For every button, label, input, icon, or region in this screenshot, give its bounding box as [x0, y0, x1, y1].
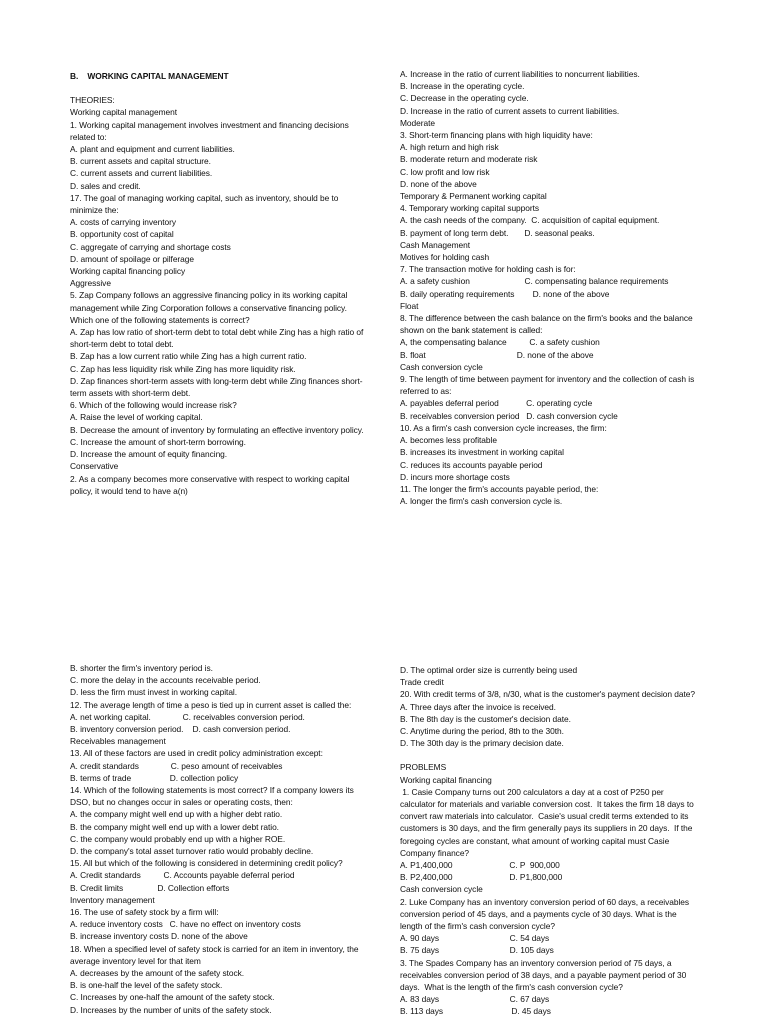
text-line: Working capital financing [400, 774, 492, 785]
text-line: Trade credit [400, 677, 444, 688]
text-line: B. Credit limits D. Collection efforts [70, 882, 230, 893]
text-line: D. less the firm must invest in working capital. [70, 687, 238, 698]
text-line: B. Decrease the amount of inventory by formulating an effective inventory policy. [70, 424, 364, 435]
text-line: A. 83 days C. 67 days [400, 994, 550, 1005]
text-line: D. amount of spoilage or pilferage [70, 253, 194, 264]
text-line: 7. The transaction motive for holding cash is for: [400, 264, 576, 275]
top-right-column [400, 68, 698, 507]
text-line: B. increases its investment in working capital [400, 447, 564, 458]
text-line: B. opportunity cost of capital [70, 229, 174, 240]
text-line: 3. Short-term financing plans with high liquidity have: [400, 130, 593, 141]
text-line: 2. Luke Company has an inventory conversion period of 60 days, a receivables conversion period of 45 days, and a payments cycle of 30 days. What is the length of the firm's cash conversion cycle? [400, 896, 692, 932]
text-line: C. low profit and low risk [400, 166, 490, 177]
text-line: 11. The longer the firm's accounts payable period, the: [400, 483, 599, 494]
text-line: B. P2,400,000 D. P1,800,000 [400, 872, 563, 883]
text-line: C. the company would probably end up with a higher ROE. [70, 833, 286, 844]
text-line: 14. Which of the following statements is most correct? If a company lowers its DSO, but no changes occur in sales or operating costs, then: [70, 785, 357, 808]
text-line: B. payment of long term debt. D. seasonal peaks. [400, 227, 595, 238]
text-line: Cash conversion cycle [400, 884, 483, 895]
text-line: B. shorter the firm's inventory period is. [70, 663, 213, 673]
text-line: Aggressive [70, 278, 111, 289]
text-line: A. Credit standards C. Accounts payable deferral period [70, 870, 295, 881]
text-line: C. Decrease in the operating cycle. [400, 93, 529, 104]
text-line: 10. As a firm's cash conversion cycle increases, the firm: [400, 422, 607, 433]
text-line: B. increase inventory costs D. none of the above [70, 931, 248, 942]
text-line: C. Anytime during the period, 8th to the 30th. [400, 726, 564, 737]
text-line: A. costs of carrying inventory [70, 217, 177, 228]
text-line: D. the company's total asset turnover ratio would probably decline. [70, 846, 314, 857]
text-line: B. Zap has a low current ratio while Zing has a high current ratio. [70, 351, 307, 362]
text-line: B. the company might well end up with a lower debt ratio. [70, 821, 279, 832]
text-line: C. Increase the amount of short-term borrowing. [70, 436, 246, 447]
text-line: B. moderate return and moderate risk [400, 154, 538, 165]
text-line: B. current assets and capital structure. [70, 156, 211, 167]
text-line: 4. Temporary working capital supports [400, 203, 540, 214]
text-line: B. daily operating requirements D. none of the above [400, 288, 610, 299]
text-line: A. credit standards C. peso amount of receivables [70, 760, 283, 771]
text-line: A, the compensating balance C. a safety cushion [400, 337, 600, 348]
text-line: 16. The use of safety stock by a firm will: [70, 907, 219, 918]
text-line: 5. Zap Company follows an aggressive financing policy in its working capital management while Zing Corporation follows a conservative financing policy. Which one of the following statements is correct? [70, 290, 350, 325]
text-line: B. 113 days D. 45 days [400, 1006, 551, 1017]
text-line: C. Increases by one-half the amount of the safety stock. [70, 992, 275, 1003]
text-line: B. inventory conversion period. D. cash conversion period. [70, 724, 291, 735]
text-line: 20. With credit terms of 3/8, n/30, what is the customer's payment decision date? [400, 689, 696, 700]
text-line: Conservative [70, 461, 119, 472]
text-line: D. Increase in the ratio of current assets to current liabilities. [400, 105, 620, 116]
text-line: B. float D. none of the above [400, 349, 594, 360]
text-line: 8. The difference between the cash balance on the firm's books and the balance shown on the bank statement is called: [400, 313, 695, 336]
text-line: 1. Casie Company turns out 200 calculators a day at a cost of P250 per calculator for materials and variable conversion cost. It takes the firm 18 days to convert raw materials into calculator. Casie's usual credit terms extended to its customers is 30 days, and the firm generally pays its suppliers in 20 days. If the foregoing cycles are constant, what amount of working capital must Casie Company finance? [400, 786, 696, 858]
text-line: Cash conversion cycle [400, 361, 483, 372]
text-line: A. high return and high risk [400, 142, 499, 153]
text-line: 3. The Spades Company has an inventory conversion period of 75 days, a receivables conversion period of 38 days, and a payable payment period of 30 days. What is the length of the firm's cash conversion cycle? [400, 957, 689, 993]
text-line: 13. All of these factors are used in credit policy administration except: [70, 748, 323, 759]
text-line: A. Raise the level of working capital. [70, 412, 203, 423]
text-line: C. reduces its accounts payable period [400, 459, 543, 470]
text-line [70, 82, 366, 94]
text-line: A. net working capital. C. receivables conversion period. [70, 711, 305, 722]
text-line: B. The 8th day is the customer's decision date. [400, 713, 571, 724]
text-line: C. current assets and current liabilities. [70, 168, 213, 179]
text-line: 12. The average length of time a peso is tied up in current asset is called the: [70, 699, 352, 710]
bottom-left-column [70, 662, 366, 1016]
text-line: D. Zap finances short-term assets with long-term debt while Zing finances short-term assets with short-term debt. [70, 375, 363, 399]
text-line: D. Increases by the number of units of the safety stock. [70, 1004, 272, 1015]
text-line: 6. Which of the following would increase risk? [70, 400, 237, 411]
text-line: Temporary & Permanent working capital [400, 191, 547, 202]
text-line: Motives for holding cash [400, 252, 490, 263]
text-line: A. a safety cushion C. compensating balance requirements [400, 276, 669, 287]
text-line: 18. When a specified level of safety stock is carried for an item in inventory, the average inventory level for that item [70, 943, 361, 966]
text-line: A. 90 days C. 54 days [400, 933, 550, 944]
text-line: A. payables deferral period C. operating cycle [400, 398, 593, 409]
text-line: C. more the delay in the accounts receivable period. [70, 675, 261, 686]
text-line: A. Increase in the ratio of current liabilities to noncurrent liabilities. [400, 69, 640, 79]
text-line: D. The optimal order size is currently being used [400, 665, 578, 675]
text-line: A. longer the firm's cash conversion cycle is. [400, 496, 563, 507]
text-line: Moderate [400, 117, 435, 128]
text-line: PROBLEMS [400, 762, 447, 773]
text-line: D. The 30th day is the primary decision date. [400, 738, 564, 749]
text-line: C. Zap has less liquidity risk while Zing has more liquidity risk. [70, 363, 296, 374]
text-line: A. the company might well end up with a higher debt ratio. [70, 809, 283, 820]
text-line: THEORIES: [70, 95, 115, 106]
text-line: A. Zap has low ratio of short-term debt to total debt while Zing has a high ratio of short-term debt to total debt. [70, 327, 366, 350]
text-line: A. reduce inventory costs C. have no effect on inventory costs [70, 919, 301, 930]
text-line: A. P1,400,000 C. P 900,000 [400, 860, 560, 871]
text-line: A. becomes less profitable [400, 435, 497, 446]
text-line: 17. The goal of managing working capital, such as inventory, should be to minimize the: [70, 192, 341, 216]
bottom-right-column [400, 664, 698, 1018]
text-line: B. Increase in the operating cycle. [400, 81, 525, 92]
text-line: Cash Management [400, 239, 471, 250]
text-line: Working capital management [70, 107, 178, 118]
text-line: A. plant and equipment and current liabilities. [70, 144, 235, 155]
text-line: D. incurs more shortage costs [400, 471, 510, 482]
top-left-column [70, 70, 366, 497]
text-line: Float [400, 300, 419, 311]
text-line: A. decreases by the amount of the safety stock. [70, 968, 245, 979]
text-line: Working capital financing policy [70, 266, 186, 277]
text-line: D. none of the above [400, 178, 477, 189]
text-line: B. terms of trade D. collection policy [70, 772, 239, 783]
text-line: B. 75 days D. 105 days [400, 945, 554, 956]
text-line: A. the cash needs of the company. C. acquisition of capital equipment. [400, 215, 660, 226]
text-line: 1. Working capital management involves investment and financing decisions related to: [70, 119, 352, 142]
text-line [400, 749, 698, 761]
text-line: 2. As a company becomes more conservative with respect to working capital policy, it would tend to have a(n) [70, 473, 352, 496]
text-line: 15. All but which of the following is considered in determining credit policy? [70, 858, 343, 869]
text-line: D. Increase the amount of equity financing. [70, 449, 228, 460]
text-line: Inventory management [70, 894, 155, 905]
text-line: B. WORKING CAPITAL MANAGEMENT [70, 71, 229, 81]
text-line: D. sales and credit. [70, 180, 141, 191]
text-line: B. receivables conversion period D. cash conversion cycle [400, 410, 618, 421]
text-line: C. aggregate of carrying and shortage costs [70, 241, 231, 252]
text-line: B. is one-half the level of the safety stock. [70, 980, 223, 991]
text-line: 9. The length of time between payment for inventory and the collection of cash is referred to as: [400, 374, 697, 397]
text-line: A. Three days after the invoice is received. [400, 701, 556, 712]
text-line: Receivables management [70, 736, 166, 747]
